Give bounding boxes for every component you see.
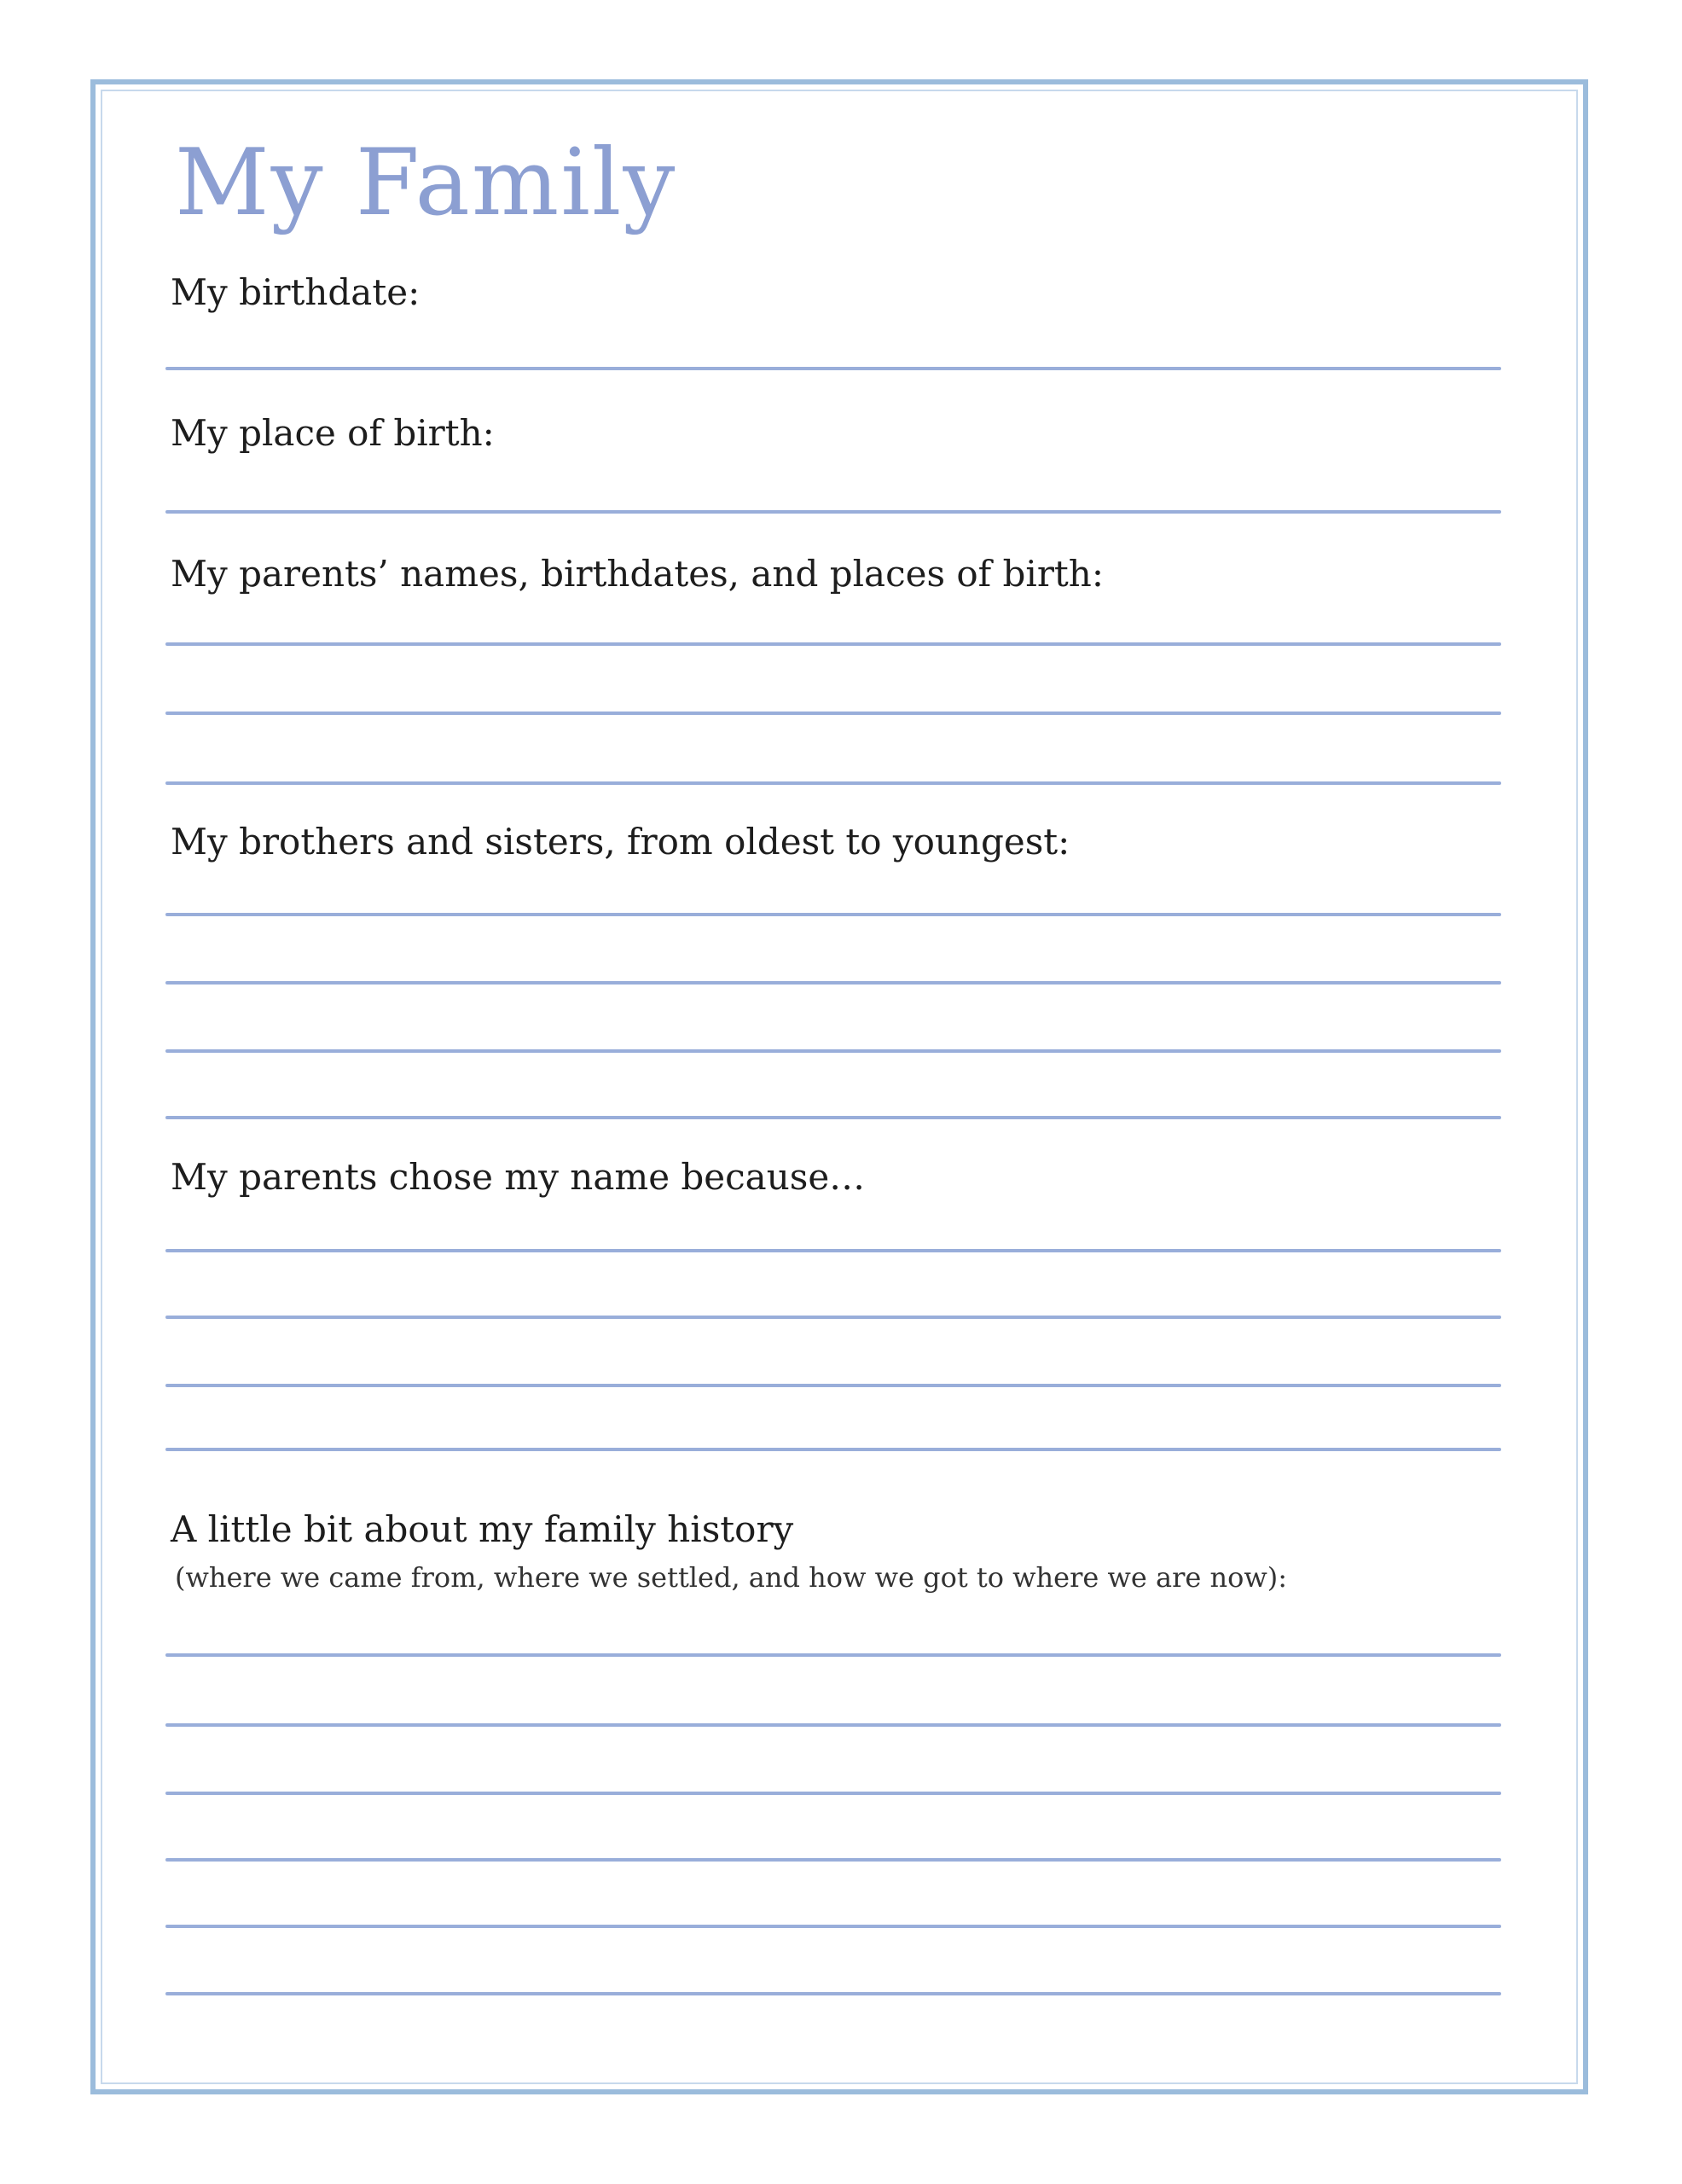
- birthdate-prompt: My birthdate:: [171, 271, 420, 313]
- siblings-prompt: My brothers and sisters, from oldest to youngest:: [171, 821, 1070, 863]
- siblings-line-4[interactable]: [165, 1116, 1501, 1119]
- history-line-3[interactable]: [165, 1792, 1501, 1795]
- name-reason-line-1[interactable]: [165, 1249, 1501, 1252]
- family-history-prompt: A little bit about my family history: [171, 1508, 794, 1550]
- name-reason-line-4[interactable]: [165, 1448, 1501, 1451]
- place-of-birth-prompt: My place of birth:: [171, 412, 495, 454]
- place-of-birth-line[interactable]: [165, 510, 1501, 514]
- siblings-line-2[interactable]: [165, 981, 1501, 985]
- history-line-1[interactable]: [165, 1653, 1501, 1657]
- name-reason-line-2[interactable]: [165, 1316, 1501, 1319]
- siblings-line-3[interactable]: [165, 1049, 1501, 1053]
- history-line-2[interactable]: [165, 1723, 1501, 1727]
- page-border-inner: [101, 90, 1578, 2084]
- parents-line-2[interactable]: [165, 712, 1501, 715]
- siblings-line-1[interactable]: [165, 913, 1501, 916]
- history-line-6[interactable]: [165, 1992, 1501, 1995]
- history-line-4[interactable]: [165, 1858, 1501, 1862]
- name-reason-prompt: My parents chose my name because…: [171, 1156, 866, 1198]
- parents-line-3[interactable]: [165, 781, 1501, 785]
- family-history-subprompt: (where we came from, where we settled, and how we got to where we are now):: [175, 1561, 1288, 1594]
- name-reason-line-3[interactable]: [165, 1384, 1501, 1387]
- birthdate-line[interactable]: [165, 367, 1501, 370]
- history-line-5[interactable]: [165, 1925, 1501, 1928]
- parents-prompt: My parents’ names, birthdates, and places of birth:: [171, 553, 1105, 595]
- parents-line-1[interactable]: [165, 642, 1501, 646]
- page-title: My Family: [175, 130, 677, 236]
